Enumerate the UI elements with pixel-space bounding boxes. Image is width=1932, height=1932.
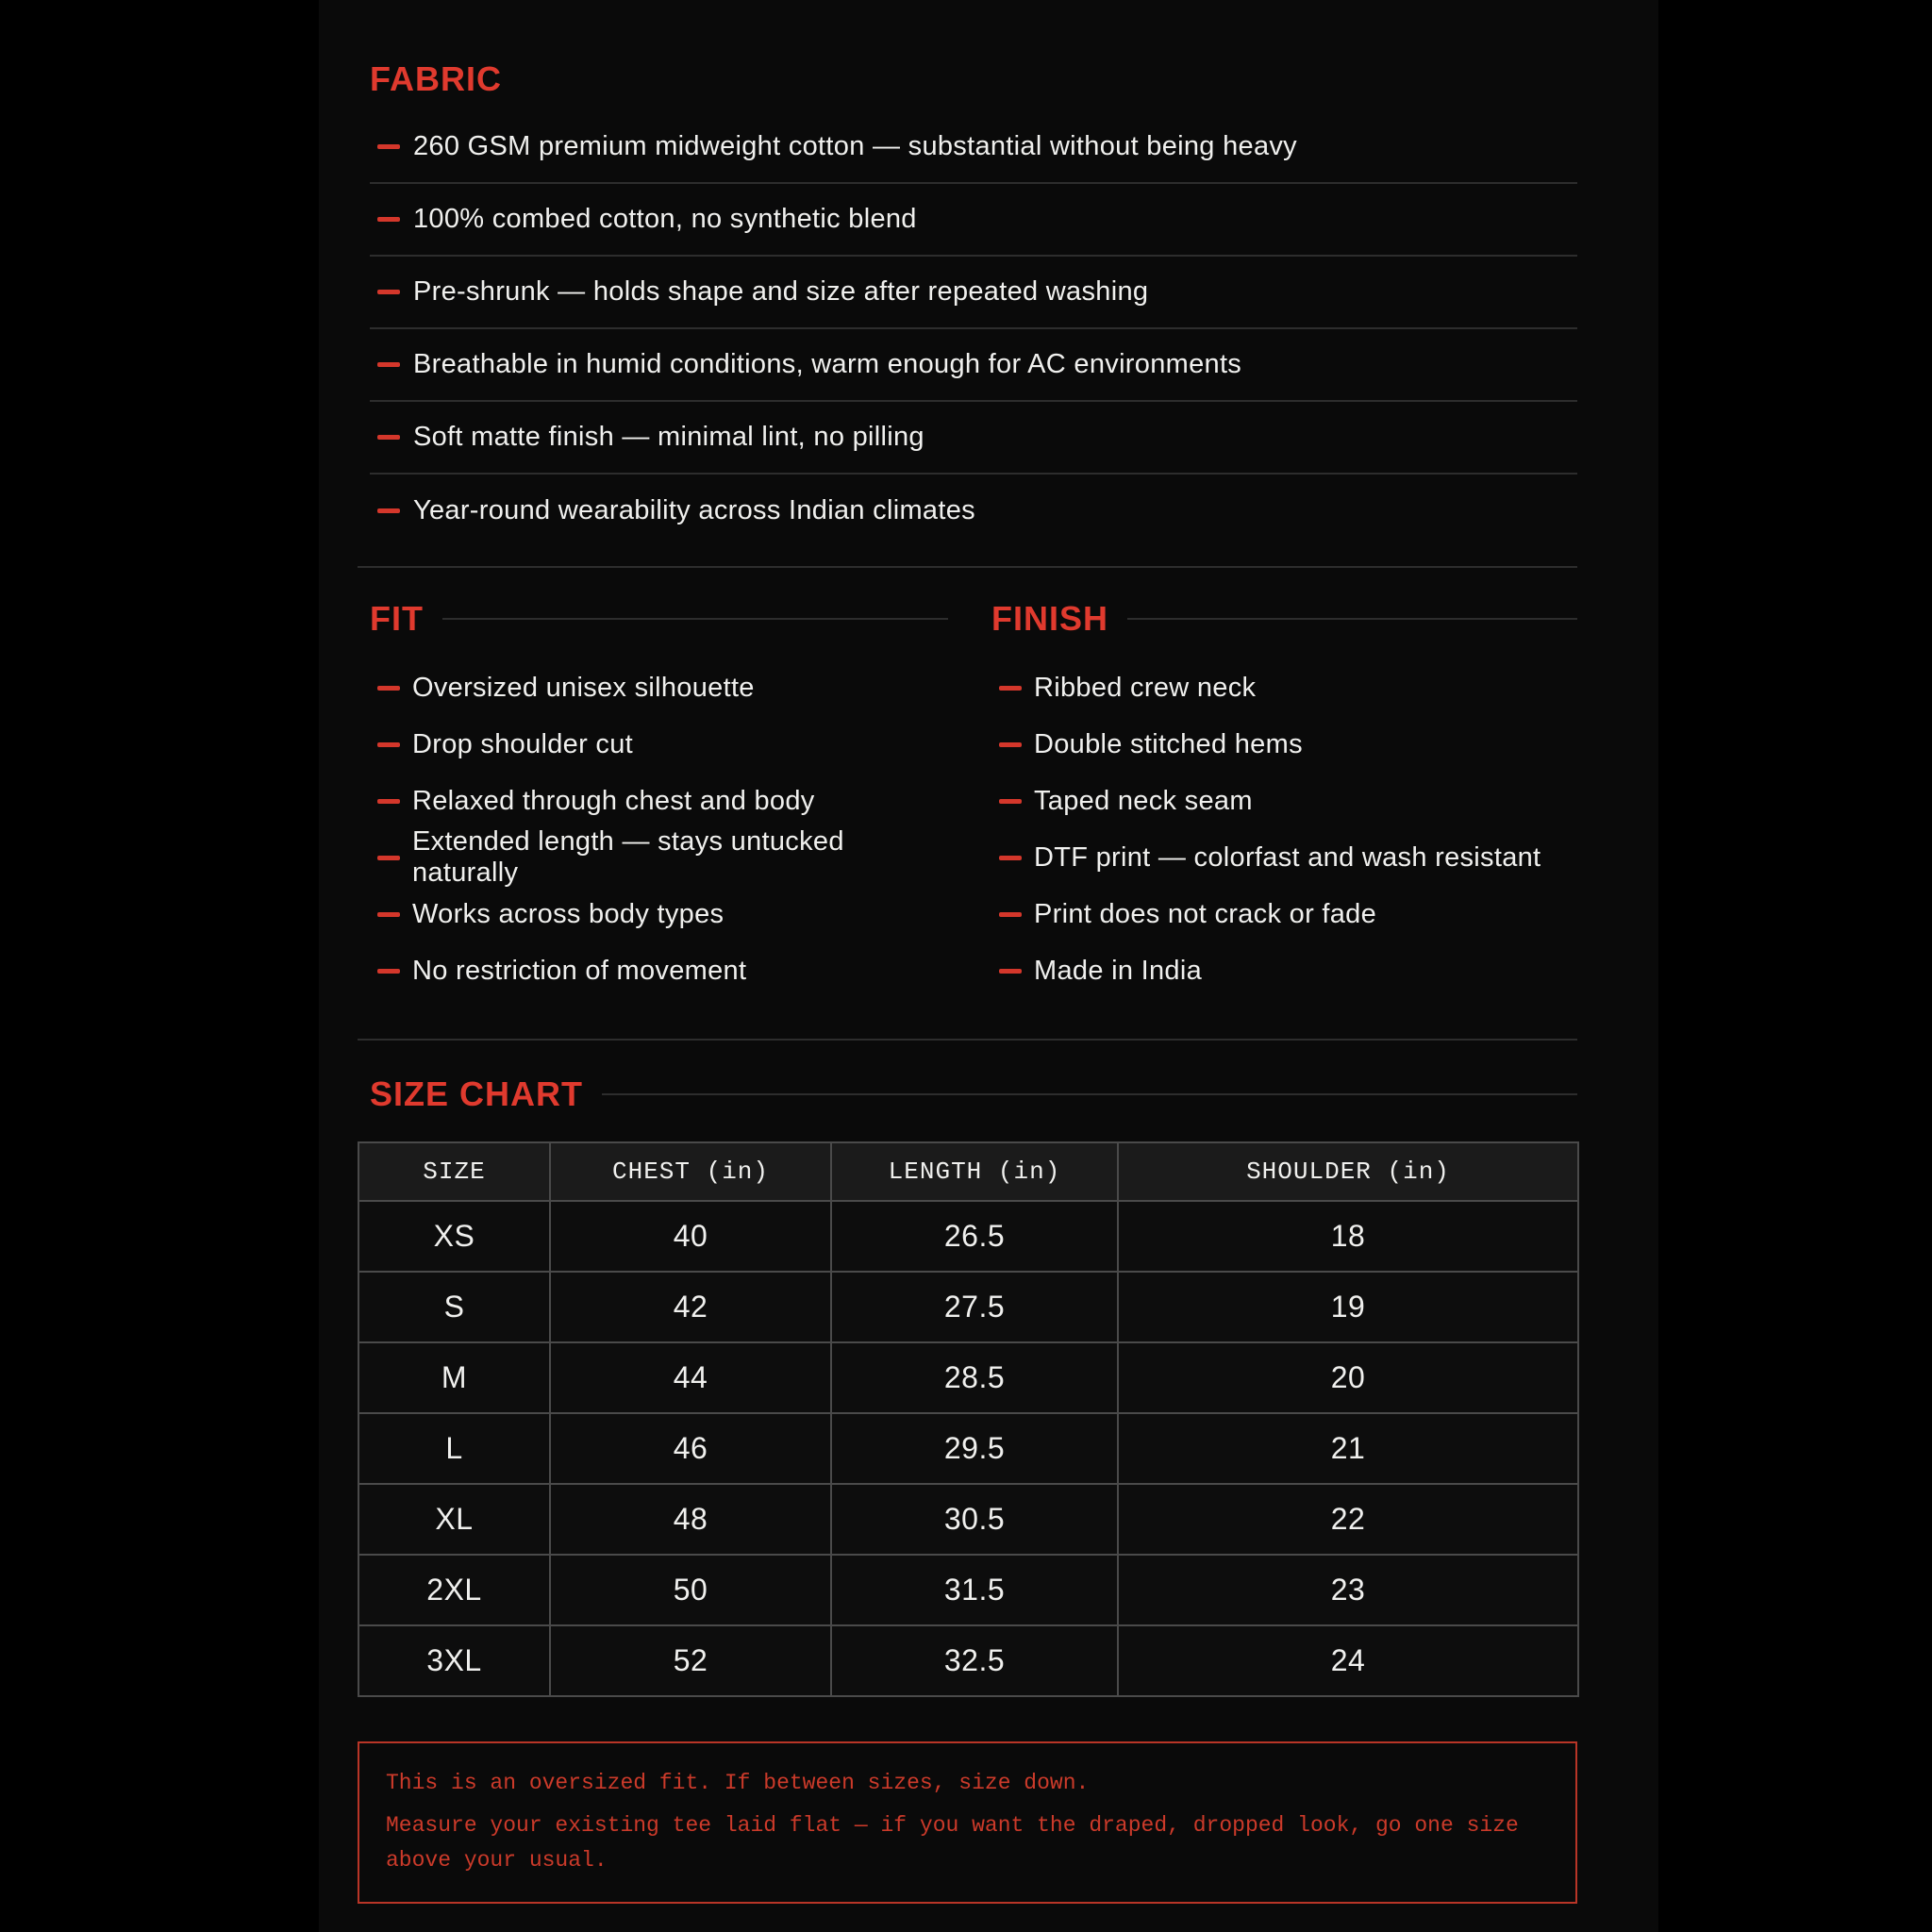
list-item [370,475,1577,547]
table-row [358,1201,1578,1272]
product-spec-sheet [370,0,1577,1932]
finish-section [991,598,1577,999]
finish-list [991,659,1577,999]
fit-heading [370,598,948,640]
finish-item-text: Double stitched hems [1034,728,1303,759]
fabric-item-text: 260 GSM premium midweight cotton — substantial without being heavy [413,131,1297,161]
fabric-section [370,58,1577,547]
shoulder-cell: 23 [1118,1555,1578,1625]
finish-heading [991,598,1577,640]
bullet-dash-icon [377,799,400,804]
fit-heading-text: FIT [370,599,424,638]
column-header: LENGTH (in) [831,1142,1118,1201]
shoulder-cell: 19 [1118,1272,1578,1342]
list-item [991,942,1577,999]
size-cell: XS [358,1201,550,1272]
section-divider [358,566,1577,568]
fit-section [370,598,948,999]
shoulder-cell: 18 [1118,1201,1578,1272]
list-item [370,773,948,829]
chest-cell: 50 [550,1555,831,1625]
finish-item-text: Ribbed crew neck [1034,672,1257,703]
chest-cell: 44 [550,1342,831,1413]
fit-item-text: Drop shoulder cut [412,728,633,759]
bullet-dash-icon [999,799,1022,804]
bullet-dash-icon [377,508,400,513]
bullet-dash-icon [377,686,400,691]
fabric-item-text: Pre-shrunk — holds shape and size after repeated washing [413,276,1149,307]
fit-item-text: Works across body types [412,898,724,929]
bullet-dash-icon [999,856,1022,860]
list-item [370,886,948,942]
bullet-dash-icon [377,217,400,222]
table-row [358,1272,1578,1342]
sizing-note-line2: Measure your existing tee laid flat — if you want the draped, dropped look, go one size above your usual. [386,1813,1519,1873]
list-item [370,257,1577,329]
size-chart-section [370,1074,1577,1115]
table-header-row [358,1142,1578,1201]
shoulder-cell: 21 [1118,1413,1578,1484]
sizing-note-line1: This is an oversized fit. If between sizes, size down. [386,1771,1090,1795]
size-cell: 2XL [358,1555,550,1625]
fabric-heading-text: FABRIC [370,59,502,98]
length-cell: 28.5 [831,1342,1118,1413]
bullet-dash-icon [999,912,1022,917]
finish-heading-text: FINISH [991,599,1109,638]
length-cell: 27.5 [831,1272,1118,1342]
fabric-heading [370,58,1577,100]
list-item [370,716,948,773]
finish-item-text: Print does not crack or fade [1034,898,1377,929]
size-cell: S [358,1272,550,1342]
bullet-dash-icon [999,969,1022,974]
chest-cell: 46 [550,1413,831,1484]
bullet-dash-icon [377,969,400,974]
fabric-item-text: Soft matte finish — minimal lint, no pilling [413,422,924,452]
list-item [991,716,1577,773]
list-item [370,111,1577,184]
fabric-item-text: Breathable in humid conditions, warm enough for AC environments [413,349,1242,379]
table-row [358,1342,1578,1413]
shoulder-cell: 22 [1118,1484,1578,1555]
column-header: CHEST (in) [550,1142,831,1201]
size-chart-heading-text: SIZE CHART [370,1074,583,1113]
bullet-dash-icon [377,290,400,294]
fabric-item-text: 100% combed cotton, no synthetic blend [413,204,917,234]
chest-cell: 40 [550,1201,831,1272]
size-cell: L [358,1413,550,1484]
heading-rule [602,1093,1577,1095]
shoulder-cell: 20 [1118,1342,1578,1413]
size-cell: XL [358,1484,550,1555]
bullet-dash-icon [377,144,400,149]
fit-item-text: No restriction of movement [412,955,747,986]
bullet-dash-icon [377,362,400,367]
list-item [991,829,1577,886]
finish-item-text: Taped neck seam [1034,785,1253,816]
fit-item-text: Extended length — stays untucked naturally [412,826,844,888]
chest-cell: 52 [550,1625,831,1696]
list-item [991,886,1577,942]
length-cell: 30.5 [831,1484,1118,1555]
section-divider [358,1039,1577,1041]
bullet-dash-icon [999,686,1022,691]
finish-item-text: Made in India [1034,955,1203,986]
list-item [991,773,1577,829]
list-item [370,184,1577,257]
size-cell: M [358,1342,550,1413]
heading-rule [442,618,948,620]
list-item [370,329,1577,402]
list-item [991,659,1577,716]
heading-rule [1127,618,1577,620]
length-cell: 26.5 [831,1201,1118,1272]
bullet-dash-icon [999,742,1022,747]
sizing-note-box [358,1741,1577,1904]
bullet-dash-icon [377,742,400,747]
table-row [358,1555,1578,1625]
table-row [358,1484,1578,1555]
fit-list [370,659,948,999]
fit-item-text: Oversized unisex silhouette [412,672,755,703]
fabric-item-text: Year-round wearability across Indian climates [413,495,975,525]
list-item [370,826,948,888]
shoulder-cell: 24 [1118,1625,1578,1696]
bullet-dash-icon [377,912,400,917]
column-header: SIZE [358,1142,550,1201]
size-cell: 3XL [358,1625,550,1696]
list-item [370,942,948,999]
table-row [358,1413,1578,1484]
size-chart-heading [370,1074,1577,1115]
size-chart-table [358,1141,1579,1697]
column-header: SHOULDER (in) [1118,1142,1578,1201]
list-item [370,659,948,716]
fabric-list [370,111,1577,547]
chest-cell: 42 [550,1272,831,1342]
length-cell: 31.5 [831,1555,1118,1625]
fit-item-text: Relaxed through chest and body [412,785,815,816]
length-cell: 32.5 [831,1625,1118,1696]
table-row [358,1625,1578,1696]
chest-cell: 48 [550,1484,831,1555]
length-cell: 29.5 [831,1413,1118,1484]
finish-item-text: DTF print — colorfast and wash resistant [1034,841,1541,873]
list-item [370,402,1577,475]
bullet-dash-icon [377,856,400,860]
bullet-dash-icon [377,435,400,440]
